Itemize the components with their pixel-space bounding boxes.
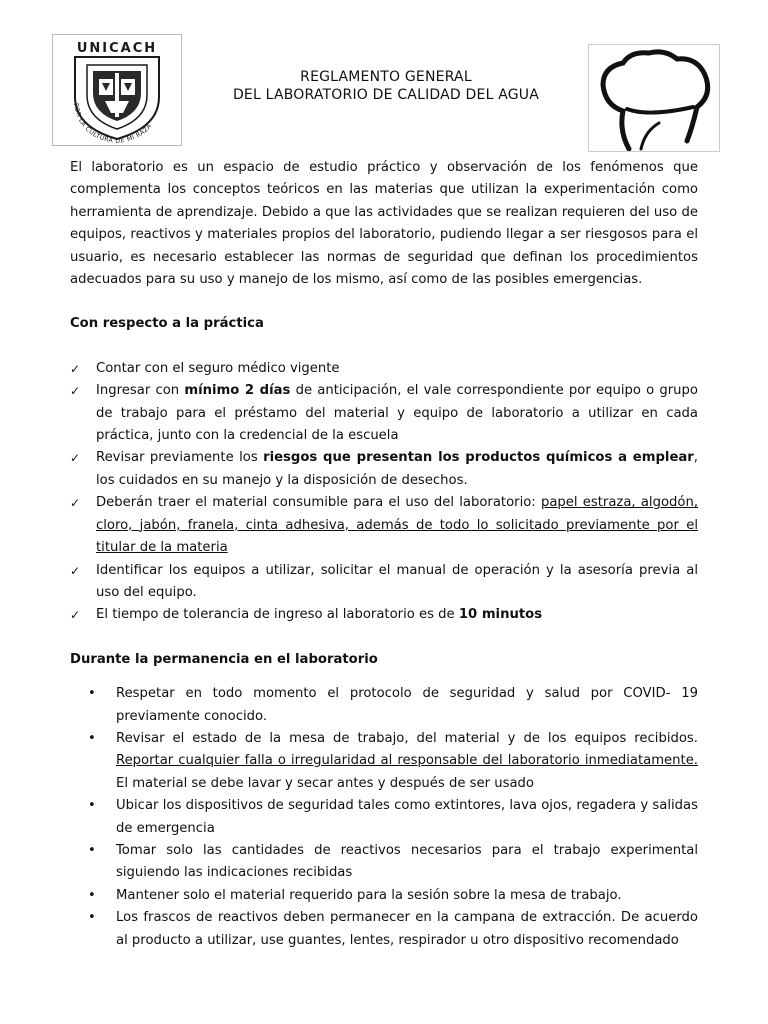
list-item: • Revisar el estado de la mesa de trabajo, del material y de los equipos recibidos. Reportar cualquier falla o irregularidad al responsable del laboratorio inmediatamente. El material se debe lavar y secar antes y después de ser usado: [70, 728, 698, 795]
svg-text:POR LA CULTURA DE MI RAZA: POR LA CULTURA DE MI RAZA: [71, 102, 154, 145]
lab-logo: [588, 44, 720, 152]
checkmark-icon: ✓: [70, 563, 81, 578]
list-item: ✓ Ingresar con mínimo 2 días de anticipación, el vale correspondiente por equipo o grupo de trabajo para el préstamo del material y equipo de laboratorio a utilizar en cada práctica, junto con la credencial de la escuela: [70, 380, 698, 447]
title-line-2: DEL LABORATORIO DE CALIDAD DEL AGUA: [232, 87, 540, 103]
intro-paragraph: El laboratorio es un espacio de estudio práctico y observación de los fenómenos que complementa los conceptos teóricos en las materias que utilizan la experimentación como herramienta de aprendizaje. Debido a que las actividades que se realizan requieren del uso de equipos, reactivos y materiales propios del laboratorio, pudiendo llegar a ser riesgosos para el usuario, es necesario establecer las normas de seguridad que definan los procedimientos adecuados para su uso y manejo de los mismo, así como de las posibles emergencias.: [70, 160, 698, 288]
svg-text:UNICACH: UNICACH: [76, 41, 158, 56]
document-title: [188, 68, 584, 104]
document-body: [70, 157, 698, 952]
bullet-icon: •: [88, 887, 96, 903]
section-heading-permanencia: Durante la permanencia en el laboratorio: [70, 651, 378, 667]
bullet-icon: •: [88, 798, 96, 814]
list-item: • Mantener solo el material requerido para la sesión sobre la mesa de trabajo.: [70, 885, 698, 907]
list-item: ✓ El tiempo de tolerancia de ingreso al laboratorio es de 10 minutos: [70, 604, 698, 626]
chef-hat-drawing-icon: [589, 45, 719, 151]
checkmark-icon: ✓: [70, 451, 81, 466]
list-item: • Respetar en todo momento el protocolo de seguridad y salud por COVID- 19 previamente conocido.: [70, 683, 698, 728]
unicach-seal-icon: [53, 35, 181, 145]
list-item: ✓ Contar con el seguro médico vigente: [70, 358, 698, 380]
checkmark-icon: ✓: [70, 384, 81, 399]
checkmark-icon: ✓: [70, 608, 81, 623]
list-item: • Los frascos de reactivos deben permanecer en la campana de extracción. De acuerdo al producto a utilizar, use guantes, lentes, respirador u otro dispositivo recomendado: [70, 907, 698, 952]
checkmark-icon: ✓: [70, 496, 81, 511]
bullet-icon: •: [88, 730, 96, 746]
section-heading-practica: Con respecto a la práctica: [70, 316, 264, 332]
practice-rules-list: [70, 358, 698, 627]
list-item: ✓ Revisar previamente los riesgos que presentan los productos químicos a emplear, los cuidados en su manejo y la disposición de desechos.: [70, 447, 698, 492]
unicach-logo: [52, 34, 182, 146]
bullet-icon: •: [88, 910, 96, 926]
stay-rules-list: [70, 683, 698, 952]
list-item: • Tomar solo las cantidades de reactivos necesarios para el trabajo experimental siguiendo las indicaciones recibidas: [70, 840, 698, 885]
checkmark-icon: ✓: [70, 361, 81, 376]
bullet-icon: •: [88, 842, 96, 858]
list-item: ✓ Deberán traer el material consumible para el uso del laboratorio: papel estraza, algodón, cloro, jabón, franela, cinta adhesiva, además de todo lo solicitado previamente por el titular de la materia: [70, 492, 698, 559]
list-item: • Ubicar los dispositivos de seguridad tales como extintores, lava ojos, regadera y salidas de emergencia: [70, 795, 698, 840]
bullet-icon: •: [88, 686, 96, 702]
list-item: ✓ Identificar los equipos a utilizar, solicitar el manual de operación y la asesoría previa al uso del equipo.: [70, 560, 698, 605]
title-line-1: REGLAMENTO GENERAL: [300, 69, 472, 85]
